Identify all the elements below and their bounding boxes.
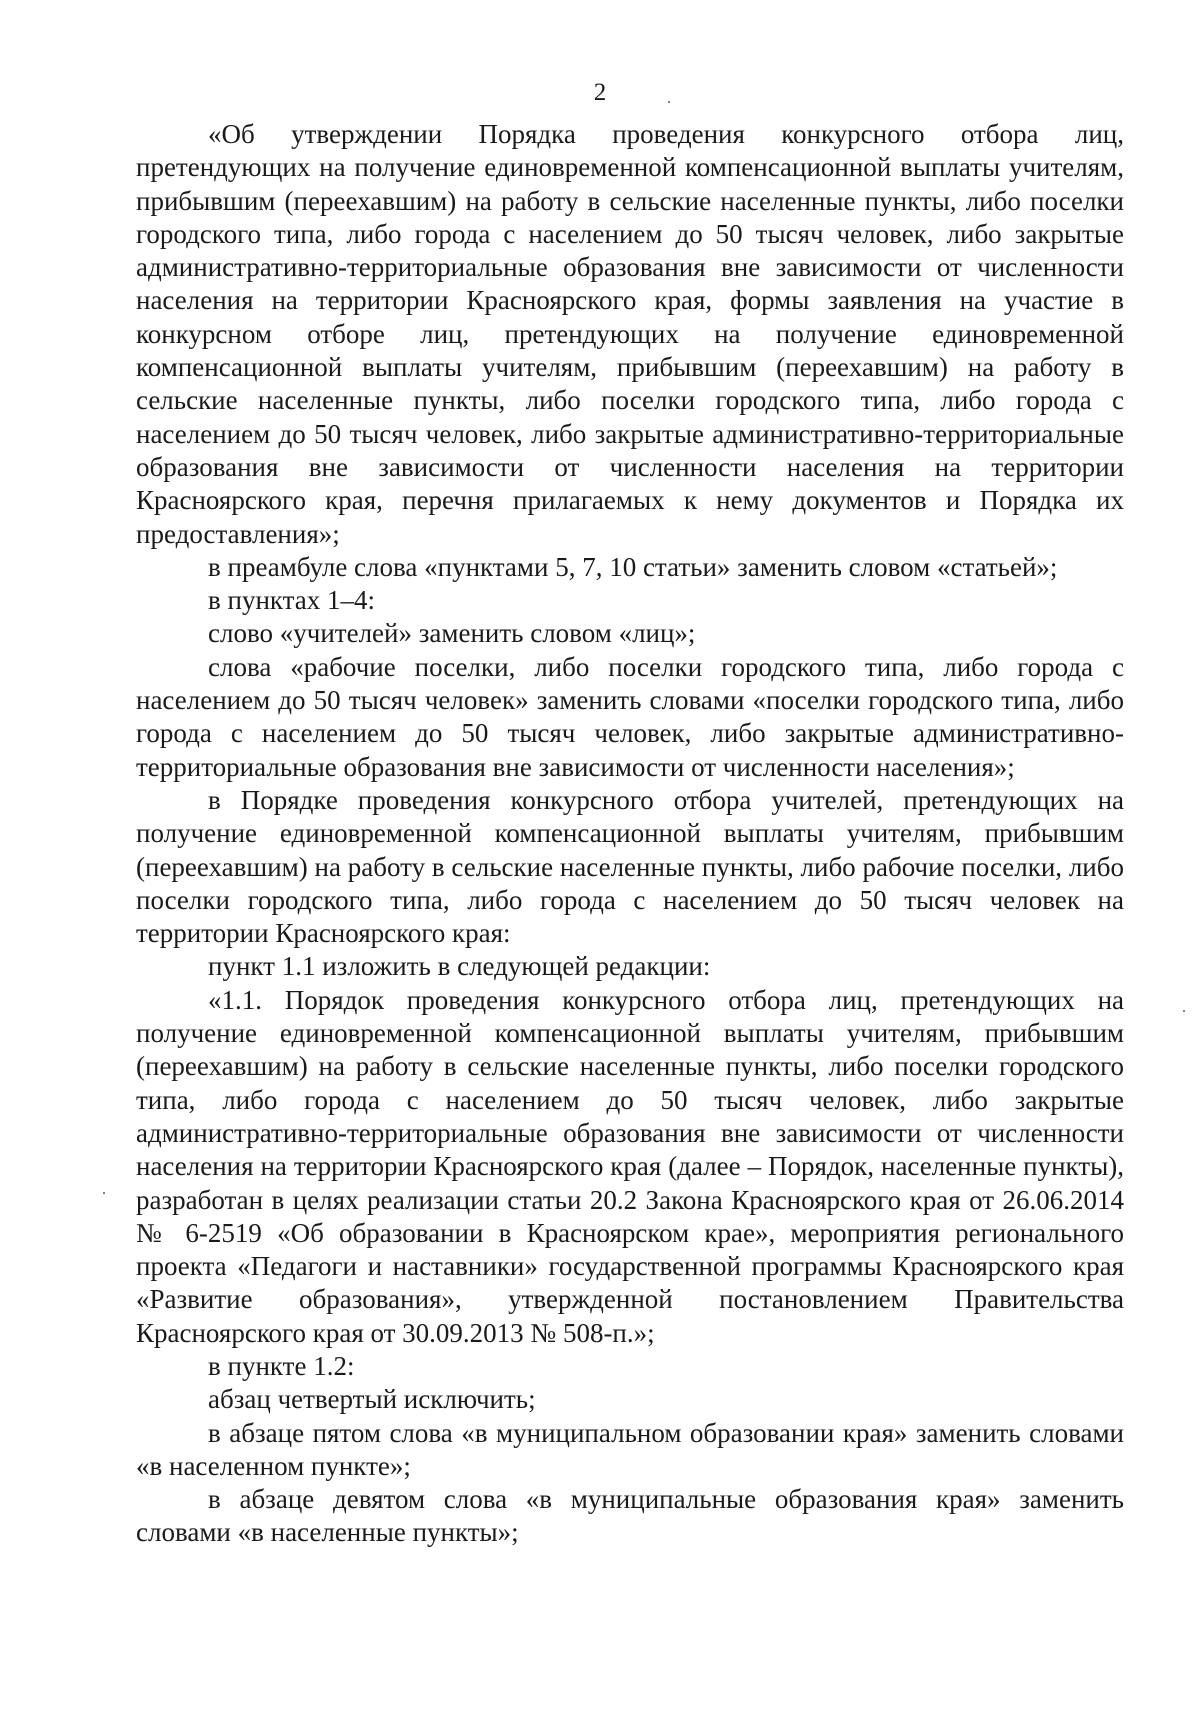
paragraph-point-1-1: пункт 1.1 изложить в следующей редакции: [208, 951, 711, 982]
paragraph-ninth-replace: в абзаце девятом слова «в муниципальные образования края» заменить словами «в населенные пункты»; [136, 1484, 1124, 1548]
paragraph-point-1-1-text: «1.1. Порядок проведения конкурсного отбора лиц, претендующих на получение единовременной компенсационной выплаты учителям, прибывшим (переехавшим) на работу в сельские населенные пункты, либо поселки городского типа, либо города с населением до 50 тысяч человек, либо закрытые административно-территориальные образования вне зависимости от численности населения на территории Красноярского края (далее – Порядок, населенные пункты), разработан в целях реализации статьи 20.2 Закона Красноярского края от 26.06.2014 № 6-2519 «Об образовании в Красноярском крае», мероприятия регионального проекта «Педагоги и наставники» государственной программы Красноярского края «Развитие образования», утвержденной постановлением Правительства Красноярского края от 30.09.2013 № 508-п.»; [136, 984, 1124, 1348]
scan-speck [103, 1192, 105, 1194]
document-body [136, 118, 1124, 1550]
scan-speck [1183, 1010, 1185, 1012]
paragraph-points-1-4: в пунктах 1–4: [208, 585, 376, 616]
paragraph-word-replace: слово «учителей» заменить словом «лиц»; [208, 618, 696, 649]
paragraph-fourth-excluded: абзац четвертый исключить; [208, 1384, 536, 1415]
paragraph-preamble: в преамбуле слова «пунктами 5, 7, 10 статьи» заменить словом «статьей»; [208, 551, 1058, 582]
paragraph-procedure: в Порядке проведения конкурсного отбора учителей, претендующих на получение единовременной компенсационной выплаты учителям, прибывшим (переехавшим) на работу в сельские населенные пункты, либо рабочие поселки, либо поселки городского типа, либо города с населением до 50 тысяч человек на территории Красноярского края: [136, 784, 1124, 949]
page-number: 2 [593, 79, 607, 106]
scan-speck [668, 101, 670, 103]
paragraph-point-1-2: в пункте 1.2: [208, 1350, 355, 1381]
paragraph-fifth-replace: в абзаце пятом слова «в муниципальном образовании края» заменить словами «в населенном пункте»; [136, 1417, 1124, 1481]
paragraph-words-replace: слова «рабочие поселки, либо поселки городского типа, либо города с населением до 50 тысяч человек» заменить словами «поселки городского типа, либо города с населением до 50 тысяч человек, либо закрытые административно-территориальные образования вне зависимости от численности населения»; [136, 651, 1124, 782]
paragraph-title-quote: «Об утверждении Порядка проведения конкурсного отбора лиц, претендующих на получение единовременной компенсационной выплаты учителям, прибывшим (переехавшим) на работу в сельские населенные пункты, либо поселки городского типа, либо города с населением до 50 тысяч человек, либо закрытые административно-территориальные образования вне зависимости от численности населения на территории Красноярского края, формы заявления на участие в конкурсном отборе лиц, претендующих на получение единовременной компенсационной выплаты учителям, прибывшим (переехавшим) на работу в сельские населенные пункты, либо поселки городского типа, либо города с населением до 50 тысяч человек, либо закрытые административно-территориальные образования вне зависимости от численности населения на территории Красноярского края, перечня прилагаемых к нему документов и Порядка их предоставления»; [136, 119, 1124, 549]
